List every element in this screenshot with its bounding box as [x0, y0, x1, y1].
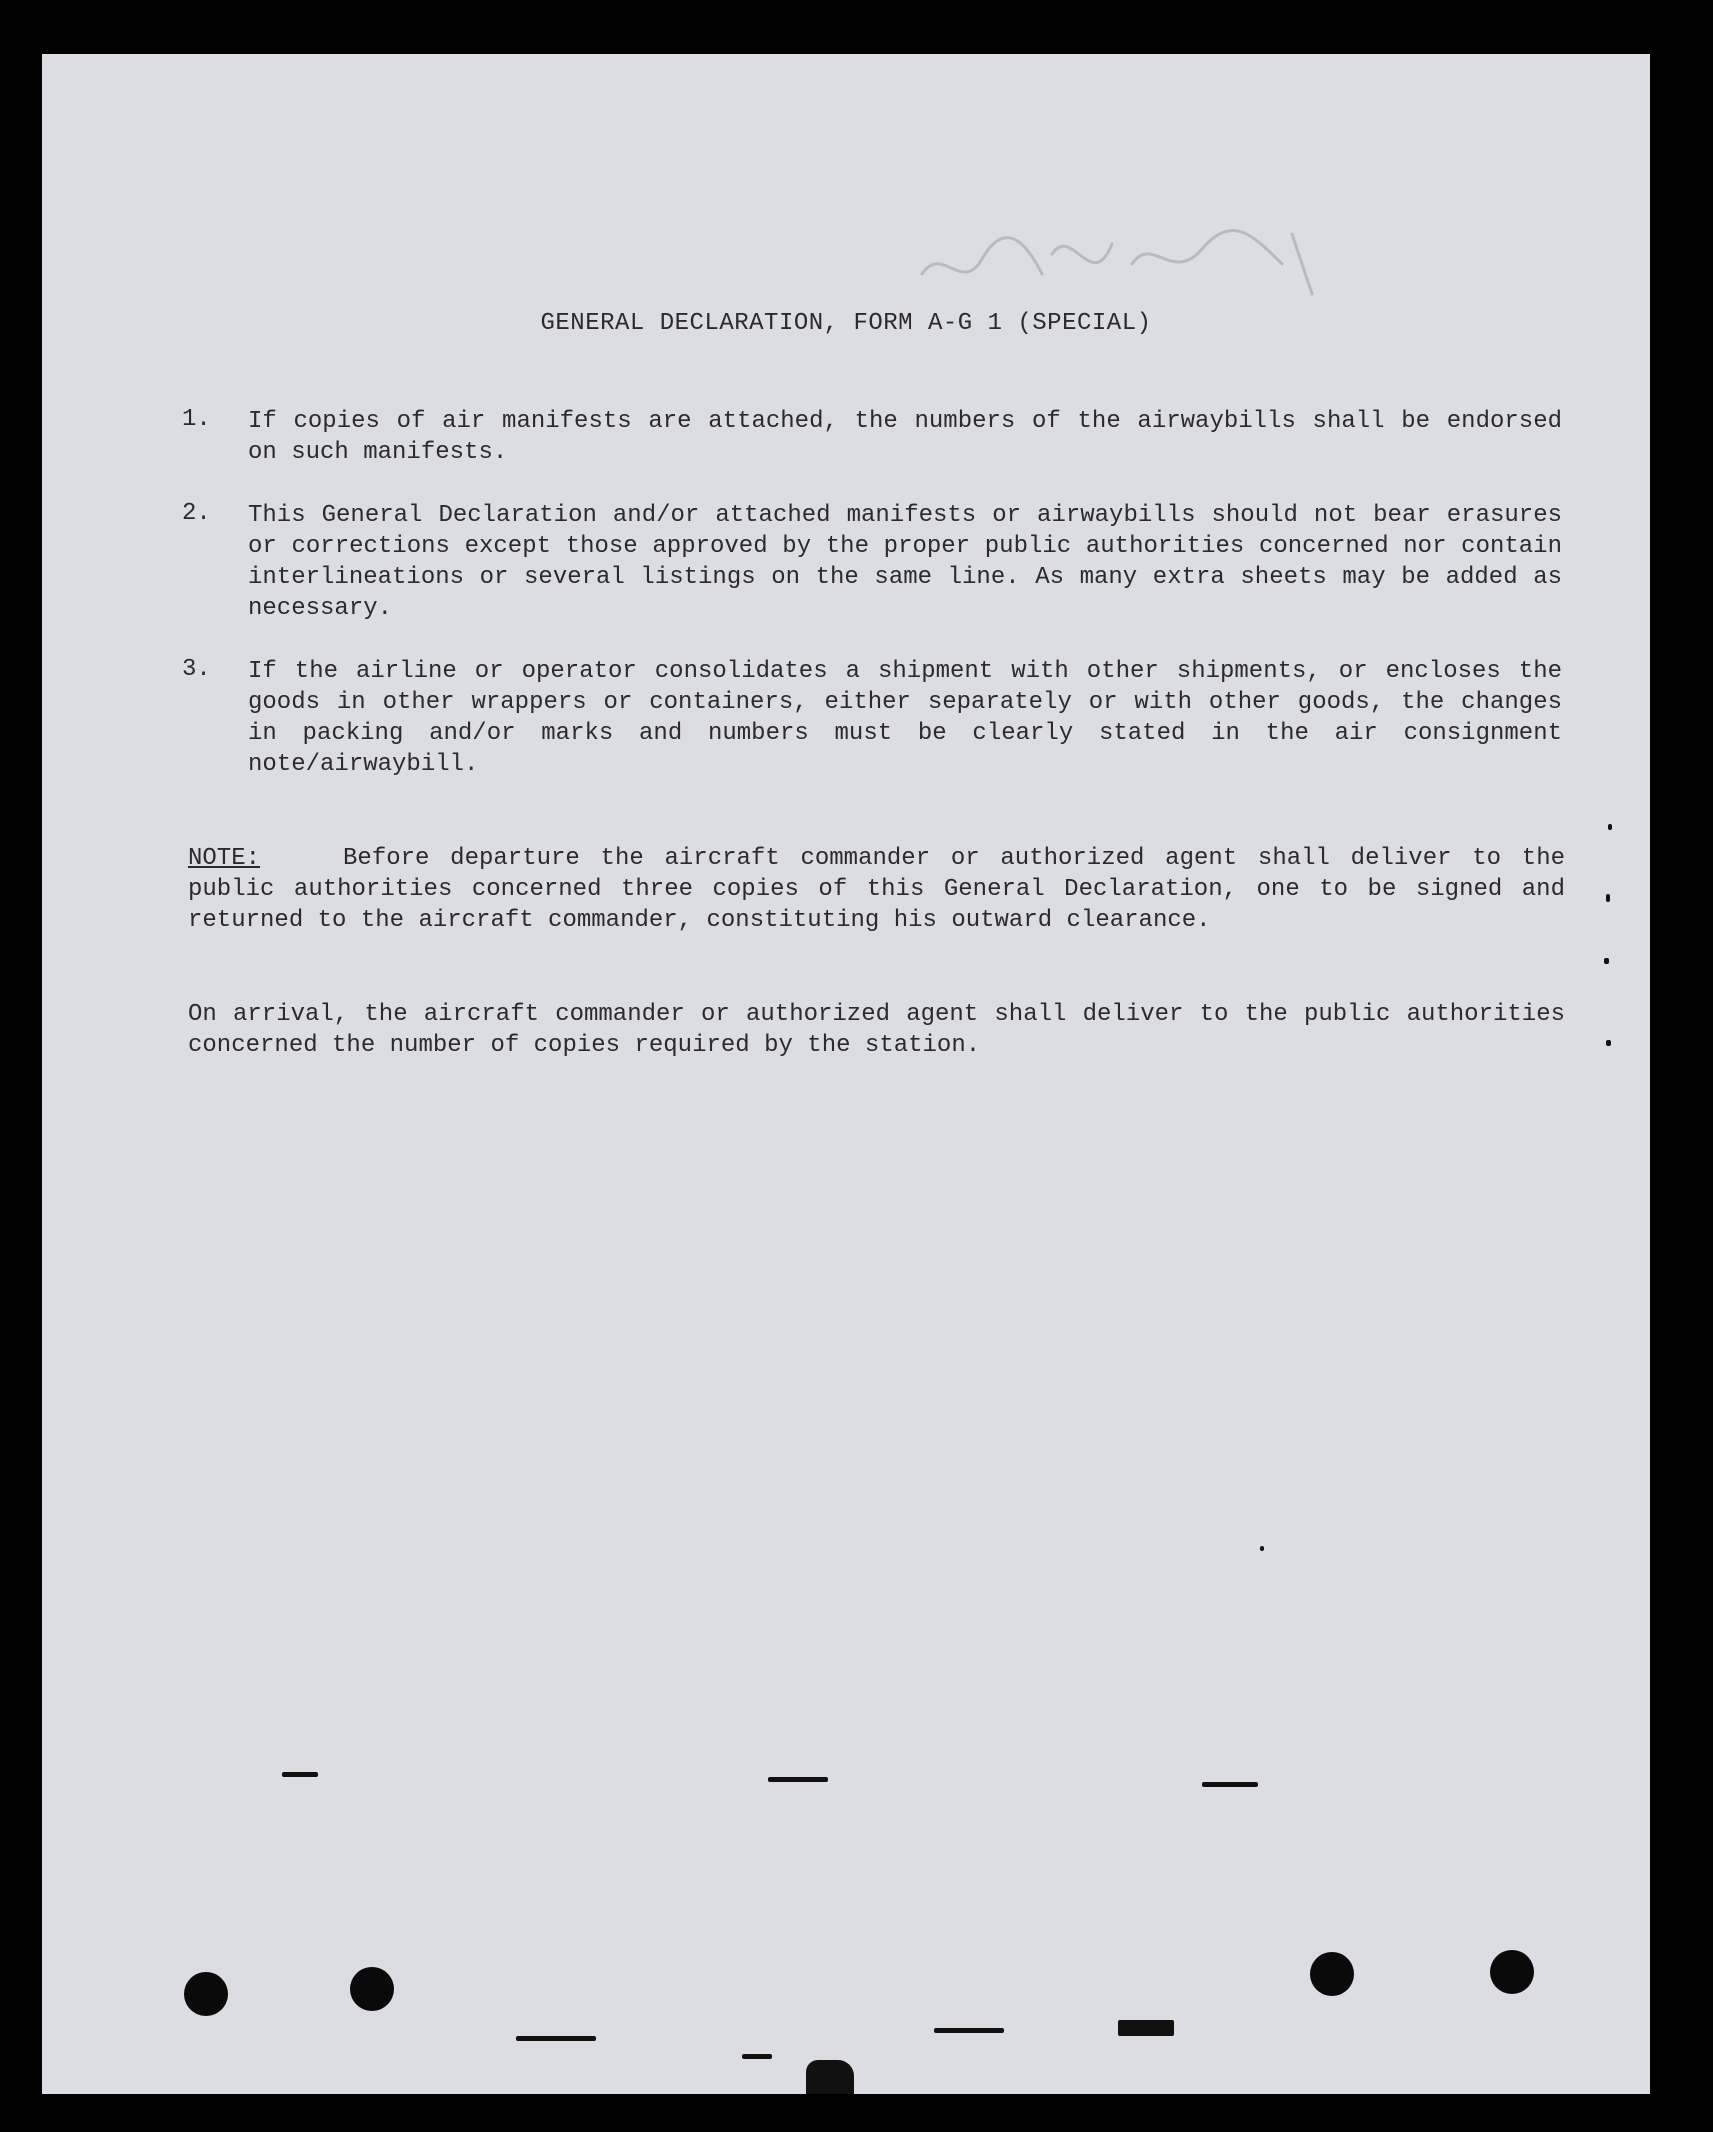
note-text: Before departure the aircraft commander or authorized agent shall deliver to the public authorities concerned three copies of this General Declaration, one to be signed and returned to the aircraft commander, constituting his outward clearance. [188, 845, 1566, 934]
scan-speck [282, 1772, 318, 1777]
item-text: If the airline or operator consolidates a shipment with other shipments, or encloses the goods in other wrappers or containers, either separately or with other goods, the changes in packing and/or marks and numbers must be clearly stated in the air consignment note/airwaybill. [248, 658, 1562, 778]
list-item [182, 500, 1562, 624]
item-text: If copies of air manifests are attached, the numbers of the airwaybills shall be endorsed on such manifests. [248, 408, 1562, 466]
scan-speck [1608, 824, 1612, 830]
document-title: GENERAL DECLARATION, FORM A-G 1 (SPECIAL) [540, 310, 1152, 337]
punch-hole [1490, 1950, 1534, 1994]
item-number: 2. [182, 500, 211, 527]
note-label: NOTE: [188, 845, 261, 872]
arrival-paragraph: On arrival, the aircraft commander or authorized agent shall deliver to the public authorities concerned the number of copies required by the station. [188, 1001, 1565, 1059]
item-number: 3. [182, 656, 211, 683]
punch-hole [1310, 1952, 1354, 1996]
scan-speck [1118, 2020, 1174, 2036]
document-page [42, 54, 1650, 2094]
scan-speck [1606, 1040, 1611, 1046]
scan-speck [1202, 1782, 1258, 1787]
punch-hole [350, 1967, 394, 2011]
list-item [182, 406, 1562, 468]
handwritten-annotation [902, 204, 1342, 314]
list-item [182, 656, 1562, 780]
scan-speck [516, 2036, 596, 2041]
item-number: 1. [182, 406, 211, 433]
scan-speck [768, 1777, 828, 1782]
scan-speck [934, 2028, 1004, 2033]
note-paragraph [188, 843, 1565, 936]
punch-hole [184, 1972, 228, 2016]
item-text: This General Declaration and/or attached manifests or airwaybills should not bear erasures or corrections except those approved by the proper public authorities concerned nor contain interlineations or several listings on the same line. As many extra sheets may be added as necessary. [248, 502, 1562, 622]
scan-speck [742, 2054, 772, 2059]
scan-speck [1606, 894, 1610, 902]
scan-speck [1604, 958, 1609, 964]
scan-speck [806, 2060, 854, 2094]
scan-speck [1260, 1546, 1264, 1551]
